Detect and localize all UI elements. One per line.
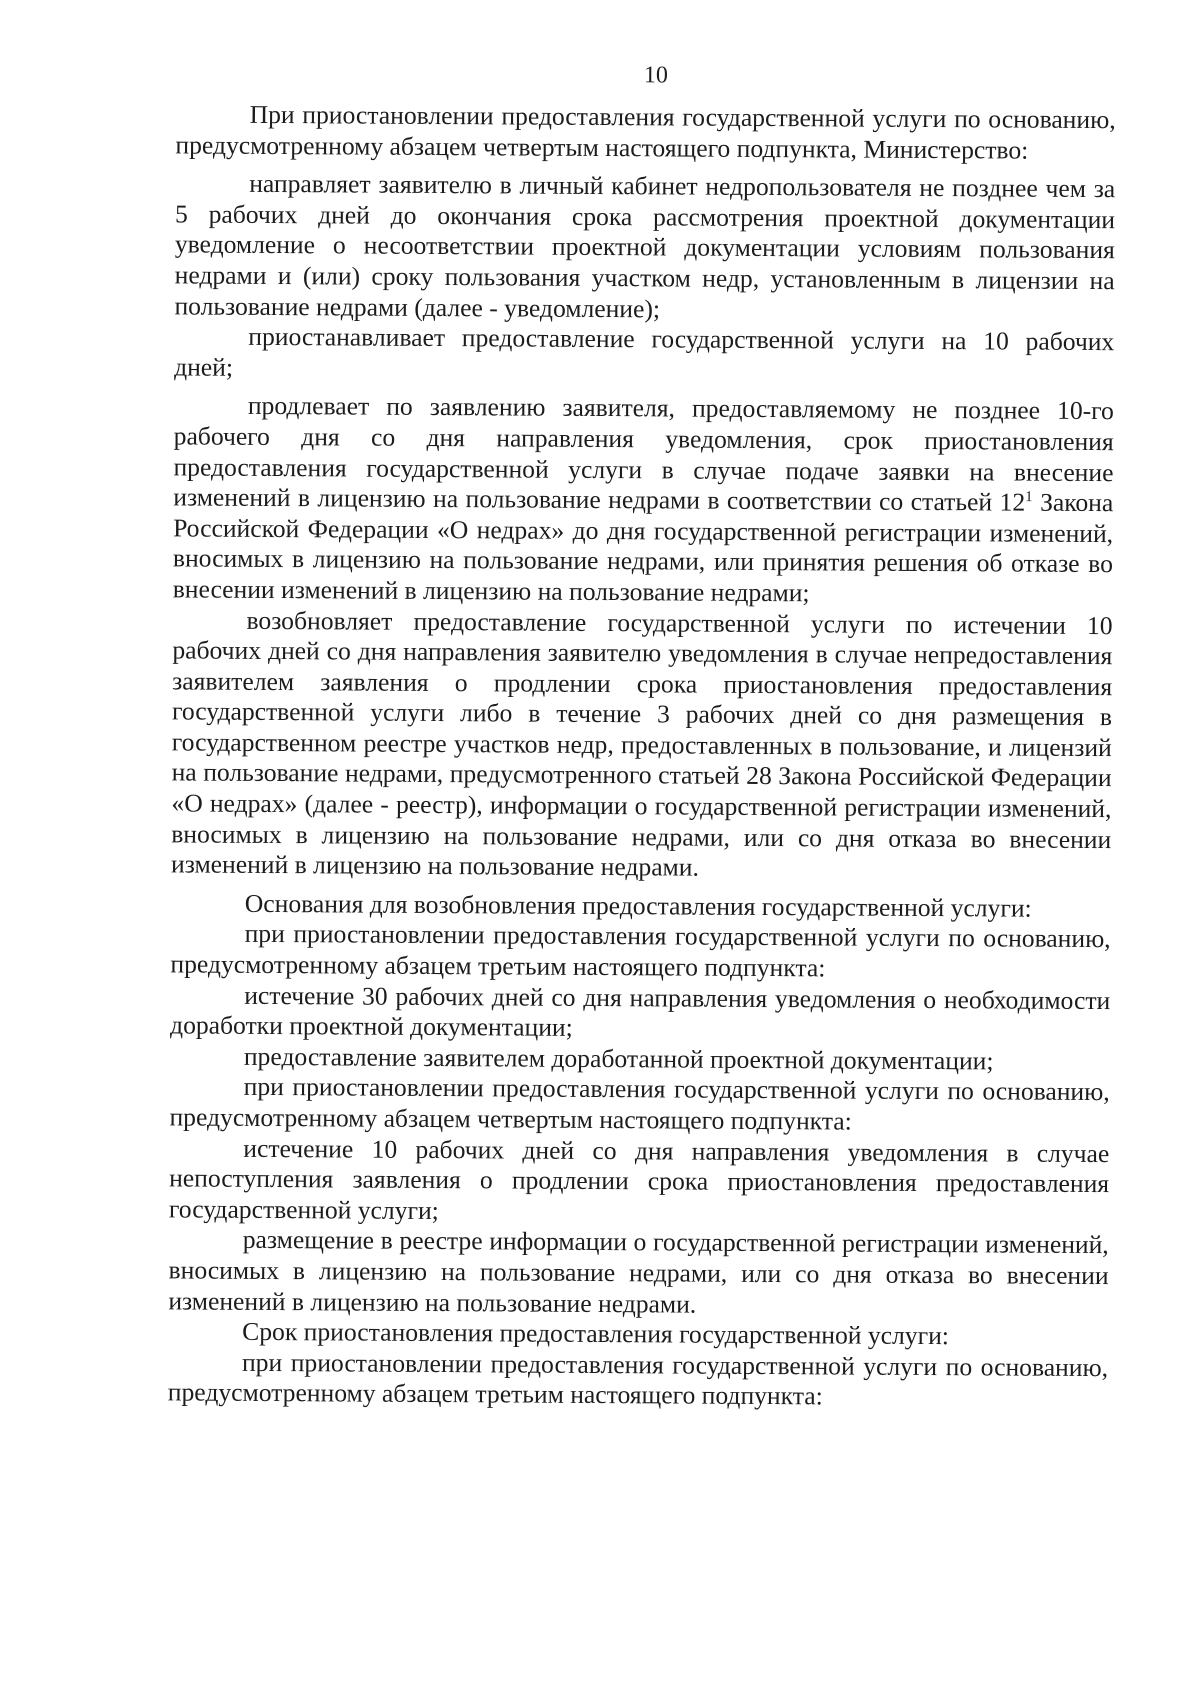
superscript-article-number: 1 [1025,489,1033,506]
paragraph-8: истечение 30 рабочих дней со дня направления уведомления о необходимости доработки проектной документации; [170,980,1111,1043]
paragraph-3: приостанавливает предоставление государственной услуги на 10 рабочих дней; [174,322,1115,382]
paragraph-4-part-1: продлевает по заявлению заявителя, предоставляемому не позднее 10-го рабочего дня со дня направления уведомления, срок приостановления предоставления государственной услуги в случае подаче заявки на внесение изменений в лицензию на пользование недрами в соответствии со статьей 12 [173,391,1114,517]
paragraph-4-part-2: Закона Российской Федерации «О недрах» до дня государственной регистрации изменений, вносимых в лицензию на пользование недрами, или принятия решения об отказе во внесении изменений в лицензию на пользование недрами; [172,487,1114,608]
paragraph-1: При приостановлении предоставления государственной услуги по основанию, предусмотренному абзацем четвертым настоящего подпункта, Министерство: [175,99,1116,165]
paragraph-13: Срок приостановления предоставления государственной услуги: [242,1316,950,1351]
paragraph-7: при приостановлении предоставления государственной услуги по основанию, предусмотренному абзацем третьим настоящего подпункта: [170,919,1111,983]
paragraph-14: при приостановлении предоставления государственной услуги по основанию, предусмотренному абзацем третьим настоящего подпункта: [167,1347,1109,1411]
paragraph-11: истечение 10 рабочих дней со дня направления уведомления в случае непоступления заявления о продлении срока приостановления предоставления государственной услуги; [168,1133,1110,1225]
paragraph-10: при приостановлении предоставления государственной услуги по основанию, предусмотренному абзацем четвертым настоящего подпункта: [169,1072,1110,1136]
paragraph-5: возобновляет предоставление государственной услуги по истечении 10 рабочих дней со дня направления заявителю уведомления в случае непредоставления заявителем заявления о продлении срока приостановления предоставления государственной услуги либо в течение 3 рабочих дней со дня размещения в государственном реестре участков недр, предоставленных в пользование, и лицензий на пользование недрами, предусмотренного статьей 28 Закона Российской Федерации «О недрах» (далее - реестр), информации о государственной регистрации изменений, вносимых в лицензию на пользование недрами, или со дня отказа во внесении изменений в лицензию на пользование недрами. [170,605,1113,882]
paragraph-2: направляет заявителю в личный кабинет недропользователя не позднее чем за 5 рабочих дней до окончания срока рассмотрения проектной документации уведомление о несоответствии проектной документации условиям пользования недрами и (или) сроку пользования участком недр, установленным в лицензии на пользование недрами (далее - уведомление); [174,169,1116,323]
page-number: 10 [643,62,668,89]
document-body [168,99,1116,1414]
paragraph-6: Основания для возобновления предоставления государственной услуги: [244,888,1032,923]
paragraph-4 [173,391,1114,611]
paragraph-9: предоставление заявителем доработанной проектной документации; [243,1041,994,1076]
paragraph-12: размещение в реестре информации о государственной регистрации изменений, вносимых в лицензию на пользование недрами, или со дня отказа во внесении изменений в лицензию на пользование недрами. [168,1225,1109,1319]
